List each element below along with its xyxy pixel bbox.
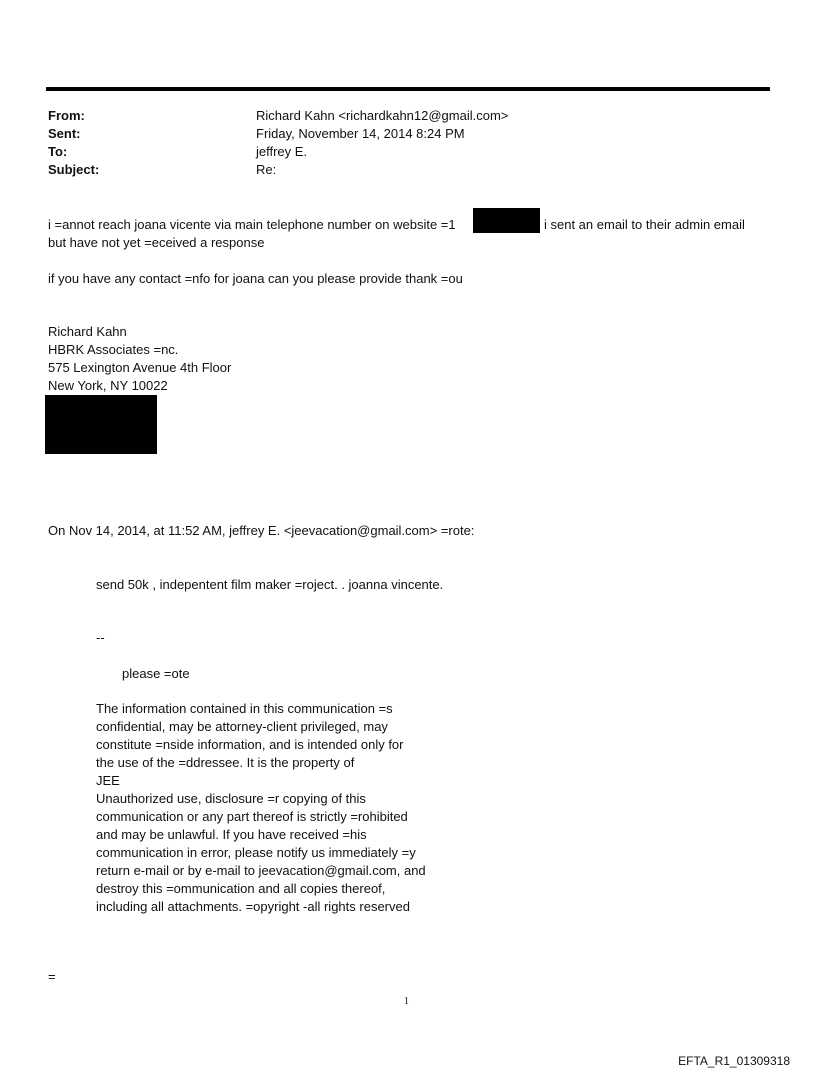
body-line-1b: i sent an email to their admin email bbox=[544, 217, 745, 232]
disclaimer-line: communication in error, please notify us immediately =y bbox=[96, 845, 416, 860]
trailing-equals: = bbox=[48, 969, 56, 984]
disclaimer-line: constitute =nside information, and is intended only for bbox=[96, 737, 404, 752]
disclaimer-block bbox=[96, 700, 426, 916]
disclaimer-line: JEE bbox=[96, 773, 120, 788]
quoted-intro: On Nov 14, 2014, at 11:52 AM, jeffrey E. <jeevacation@gmail.com> =rote: bbox=[48, 523, 475, 538]
signature-address-1: 575 Lexington Avenue 4th Floor bbox=[48, 360, 232, 375]
disclaimer-line: return e-mail or by e-mail to jeevacation@gmail.com, and bbox=[96, 863, 426, 878]
sent-value: Friday, November 14, 2014 8:24 PM bbox=[256, 126, 465, 141]
subject-value: Re: bbox=[256, 162, 277, 177]
signature-address-2: New York, NY 10022 bbox=[48, 378, 168, 393]
body-line-1a: i =annot reach joana vicente via main telephone number on website =1 bbox=[48, 217, 456, 232]
redaction-phone bbox=[473, 208, 540, 233]
disclaimer-line: the use of the =ddressee. It is the property of bbox=[96, 755, 355, 770]
header-rule bbox=[46, 87, 770, 91]
signature-name: Richard Kahn bbox=[48, 324, 127, 339]
disclaimer-line: communication or any part thereof is strictly =rohibited bbox=[96, 809, 408, 824]
body-line-3: if you have any contact =nfo for joana can you please provide thank =ou bbox=[48, 271, 463, 286]
disclaimer-line: The information contained in this communication =s bbox=[96, 701, 393, 716]
document-id: EFTA_R1_01309318 bbox=[678, 1054, 790, 1068]
body-line-2: but have not yet =eceived a response bbox=[48, 235, 265, 250]
disclaimer-line: destroy this =ommunication and all copies thereof, bbox=[96, 881, 386, 896]
signature-company: HBRK Associates =nc. bbox=[48, 342, 179, 357]
disclaimer-line: Unauthorized use, disclosure =r copying of this bbox=[96, 791, 366, 806]
to-label: To: bbox=[48, 144, 68, 159]
subject-label: Subject: bbox=[48, 162, 100, 177]
please-note: please =ote bbox=[122, 666, 190, 681]
page-number: 1 bbox=[404, 996, 409, 1007]
disclaimer-line: confidential, may be attorney-client privileged, may bbox=[96, 719, 388, 734]
from-value: Richard Kahn <richardkahn12@gmail.com> bbox=[256, 108, 509, 123]
sent-label: Sent: bbox=[48, 126, 81, 141]
redaction-signature bbox=[45, 395, 157, 454]
quoted-message: send 50k , indepentent film maker =roject. . joanna vincente. bbox=[96, 577, 444, 592]
disclaimer-line: including all attachments. =opyright -all rights reserved bbox=[96, 899, 410, 914]
quoted-separator: -- bbox=[96, 630, 105, 645]
to-value: jeffrey E. bbox=[256, 144, 308, 159]
from-label: From: bbox=[48, 108, 85, 123]
disclaimer-line: and may be unlawful. If you have received =his bbox=[96, 827, 367, 842]
